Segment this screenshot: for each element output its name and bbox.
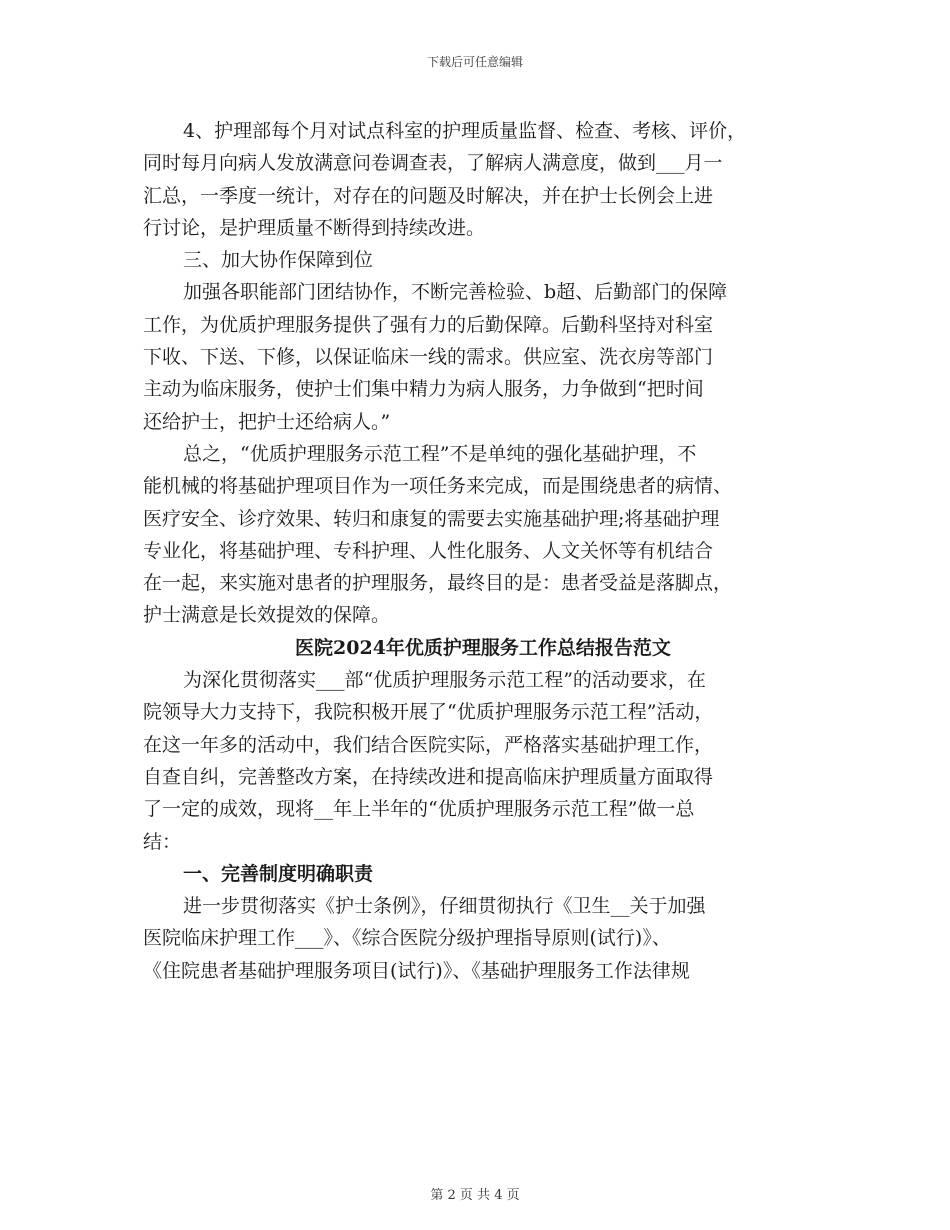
text-line: 院领导大力支持下，我院积极开展了“优质护理服务示范工程”活动， xyxy=(143,701,714,724)
text-line: 4、护理部每个月对试点科室的护理质量监督、检查、考核、评价， xyxy=(183,120,747,142)
text-line: 三、加大协作保障到位 xyxy=(183,249,374,272)
text-line: 下收、下送、下修，以保证临床一线的需求。供应室、洗衣房等部门 xyxy=(143,346,714,369)
text-line: 一、完善制度明确职责 xyxy=(183,862,374,885)
text-line: 专业化，将基础护理、专科护理、人性化服务、人文关怀等有机结合 xyxy=(143,539,714,562)
text-line: 工作，为优质护理服务提供了强有力的后勤保障。后勤科坚持对科室 xyxy=(143,313,714,336)
text-line: 护士满意是长效提效的保障。 xyxy=(143,604,391,627)
text-line: 能机械的将基础护理项目作为一项任务来完成，而是围绕患者的病情、 xyxy=(143,475,733,498)
text-line: 为深化贯彻落实___部“优质护理服务示范工程”的活动要求，在 xyxy=(183,669,706,692)
section-title: 医院2024年优质护理服务工作总结报告范文 xyxy=(295,636,671,659)
text-line: 加强各职能部门团结协作，不断完善检验、b超、后勤部门的保障 xyxy=(183,281,728,304)
text-line: 主动为临床服务，使护士们集中精力为病人服务，力争做到“把时间 xyxy=(143,378,704,401)
text-line: 《住院患者基础护理服务项目(试行)》、《基础护理服务工作法律规 xyxy=(143,959,690,982)
text-line: 还给护士，把护士还给病人。” xyxy=(143,410,391,433)
document-body xyxy=(143,115,823,987)
text-line: 同时每月向病人发放满意问卷调查表，了解病人满意度，做到___月一 xyxy=(143,152,723,175)
text-line: 在一起，来实施对患者的护理服务，最终目的是：患者受益是落脚点， xyxy=(143,572,733,595)
text-line: 结： xyxy=(143,830,182,853)
text-line: 总之，“优质护理服务示范工程”不是单纯的强化基础护理，不 xyxy=(183,442,697,465)
text-line: 自查自纠，完善整改方案，在持续改进和提高临床护理质量方面取得 xyxy=(143,765,714,788)
text-line: 在这一年多的活动中，我们结合医院实际，严格落实基础护理工作， xyxy=(143,733,714,756)
text-line: 汇总，一季度一统计，对存在的问题及时解决，并在护士长例会上进 xyxy=(143,184,714,207)
text-line: 医疗安全、诊疗效果、转归和康复的需要去实施基础护理;将基础护理 xyxy=(143,507,720,530)
text-line: 了一定的成效，现将__年上半年的“优质护理服务示范工程”做一总 xyxy=(143,798,695,821)
text-line: 行讨论，是护理质量不断得到持续改进。 xyxy=(143,216,486,239)
text-line: 医院临床护理工作___》、《综合医院分级护理指导原则(试行)》、 xyxy=(143,927,671,950)
page-header: 下载后可任意编辑 xyxy=(426,55,523,69)
page-footer: 第 2 页 共 4 页 xyxy=(430,1188,520,1203)
text-line: 进一步贯彻落实《护士条例》，仔细贯彻执行《卫生__关于加强 xyxy=(183,895,706,918)
